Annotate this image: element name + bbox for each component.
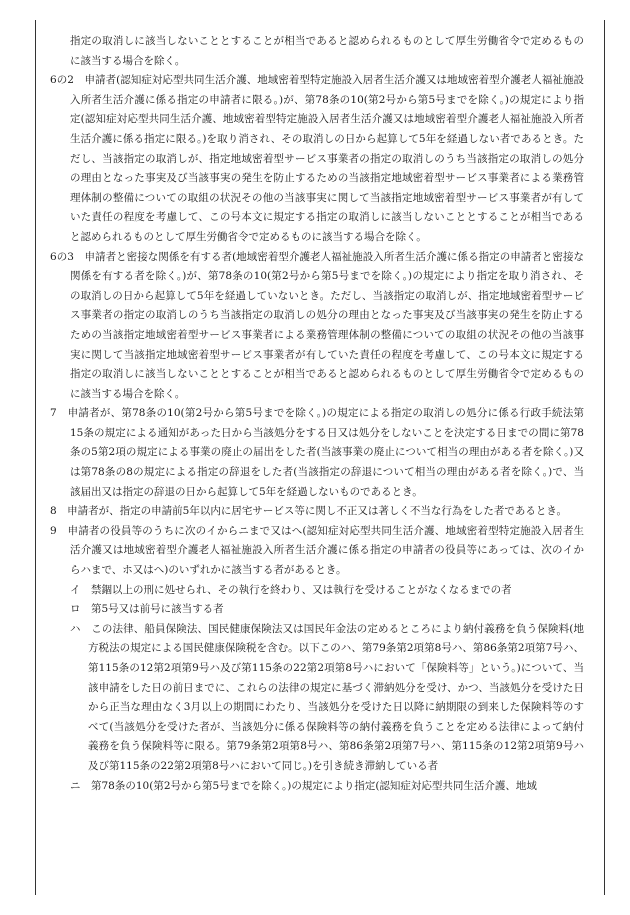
subitem-ni: ニ 第78条の10(第2号から第5号までを除く。)の規定により指定(認知症対応型共同生活介護、地域 — [70, 779, 537, 792]
paragraph-item-7: 7 申請者が、第78条の10(第2号から第5号までを除く。)の規定による指定の取消しの処分に係る行政手続法第15条の規定による通知があった日から当該処分をする日又は処分をしないことを決定する日までの間に第78条の5第2項の規定による事業の廃止の届出をした者(当該事業の廃止について相当の理由がある者を除く。)又は第78条の8の規定による指定の辞退をした者(当該指定の辞退について相当の理由がある者を除く。)で、当該届出又は指定の辞退の日から起算して5年を経過しないものであるとき。 — [50, 407, 584, 498]
paragraph-item-6-2: 6の2 申請者(認知症対応型共同生活介護、地域密着型特定施設入居者生活介護又は地域密着型介護老人福祉施設入所者生活介護に係る指定の申請者に限る。)が、第78条の10(第2号から第5号までを除く。)の規定により指定(認知症対応型共同生活介護、地域密着型特定施設入居者生活介護又は地域密着型介護老人福祉施設入所者生活介護に係る指定に限る。)を取り消され、その取消しの日から起算して5年を経過しない者であるとき。ただし、当該指定の取消しが、指定地域密着型サービス事業者の指定の取消しのうち当該指定の取消しの処分の理由となった事実及び当該事実の発生を防止するための当該指定地域密着型サービス事業者による業務管理体制の整備についての取組の状況その他の当該事実に関して当該指定地域密着型サービス事業者が有していた責任の程度を考慮して、この号本文に規定する指定の取消しに該当しないこととすることが相当であると認められるものとして厚生労働省令で定めるものに該当する場合を除く。 — [50, 74, 584, 243]
paragraph-item-6-3: 6の3 申請者と密接な関係を有する者(地域密着型介護老人福祉施設入所者生活介護に係る指定の申請者と密接な関係を有する者を除く。)が、第78条の10(第2号から第5号までを除く。)の規定により指定を取り消され、その取消しの日から起算して5年を経過していないとき。ただし、当該指定の取消しが、指定地域密着型サービス事業者の指定の取消しのうち当該指定の取消しの処分の理由となった事実及び当該事実の発生を防止するための当該指定地域密着型サービス事業者による業務管理体制の整備についての取組の状況その他の当該事実に関して当該指定地域密着型サービス事業者が有していた責任の程度を考慮して、この号本文に規定する指定の取消しに該当しないこととすることが相当であると認められるものとして厚生労働省令で定めるものに該当する場合を除く。 — [50, 250, 584, 400]
paragraph-item-9: 9 申請者の役員等のうちに次のイからニまで又はへ(認知症対応型共同生活介護、地域密着型特定施設入居者生活介護又は地域密着型介護老人福祉施設入所者生活介護に係る指定の申請者の役員等にあっては、次のイからハまで、ホ又はへ)のいずれかに該当する者があるとき。 — [50, 524, 584, 577]
subitem-ro: ロ 第5号又は前号に該当する者 — [70, 603, 224, 616]
paragraph-continuation: 指定の取消しに該当しないこととすることが相当であると認められるものとして厚生労働省令で定めるものに該当する場合を除く。 — [70, 35, 584, 67]
subitem-i: イ 禁錮以上の刑に処せられ、その執行を終わり、又は執行を受けることがなくなるまでの者 — [70, 583, 512, 596]
document-page — [35, 20, 605, 895]
paragraph-item-8: 8 申請者が、指定の申請前5年以内に居宅サービス等に関し不正又は著しく不当な行為をした者であるとき。 — [50, 505, 567, 518]
subitem-ha: ハ この法律、船員保険法、国民健康保険法又は国民年金法の定めるところにより納付義務を負う保険料(地方税法の規定による国民健康保険税を含む。以下このハ、第79条第2項第8号ハ、第86条第2項第7号ハ、第115条の12第2項第9号ハ及び第115条の22第2項第8号ハにおいて「保険料等」という。)について、当該申請をした日の前日までに、これらの法律の規定に基づく滞納処分を受け、かつ、当該処分を受けた日から正当な理由なく3月以上の期間にわたり、当該処分を受けた日以降に納期限の到来した保険料等のすべて(当該処分を受けた者が、当該処分に係る保険料等の納付義務を負うことを定める法律によって納付義務を負う保険料等に限る。第79条第2項第8号ハ、第86条第2項第7号ハ、第115条の12第2項第9号ハ及び第115条の22第2項第8号ハにおいて同じ。)を引き続き滞納している者 — [70, 622, 584, 772]
